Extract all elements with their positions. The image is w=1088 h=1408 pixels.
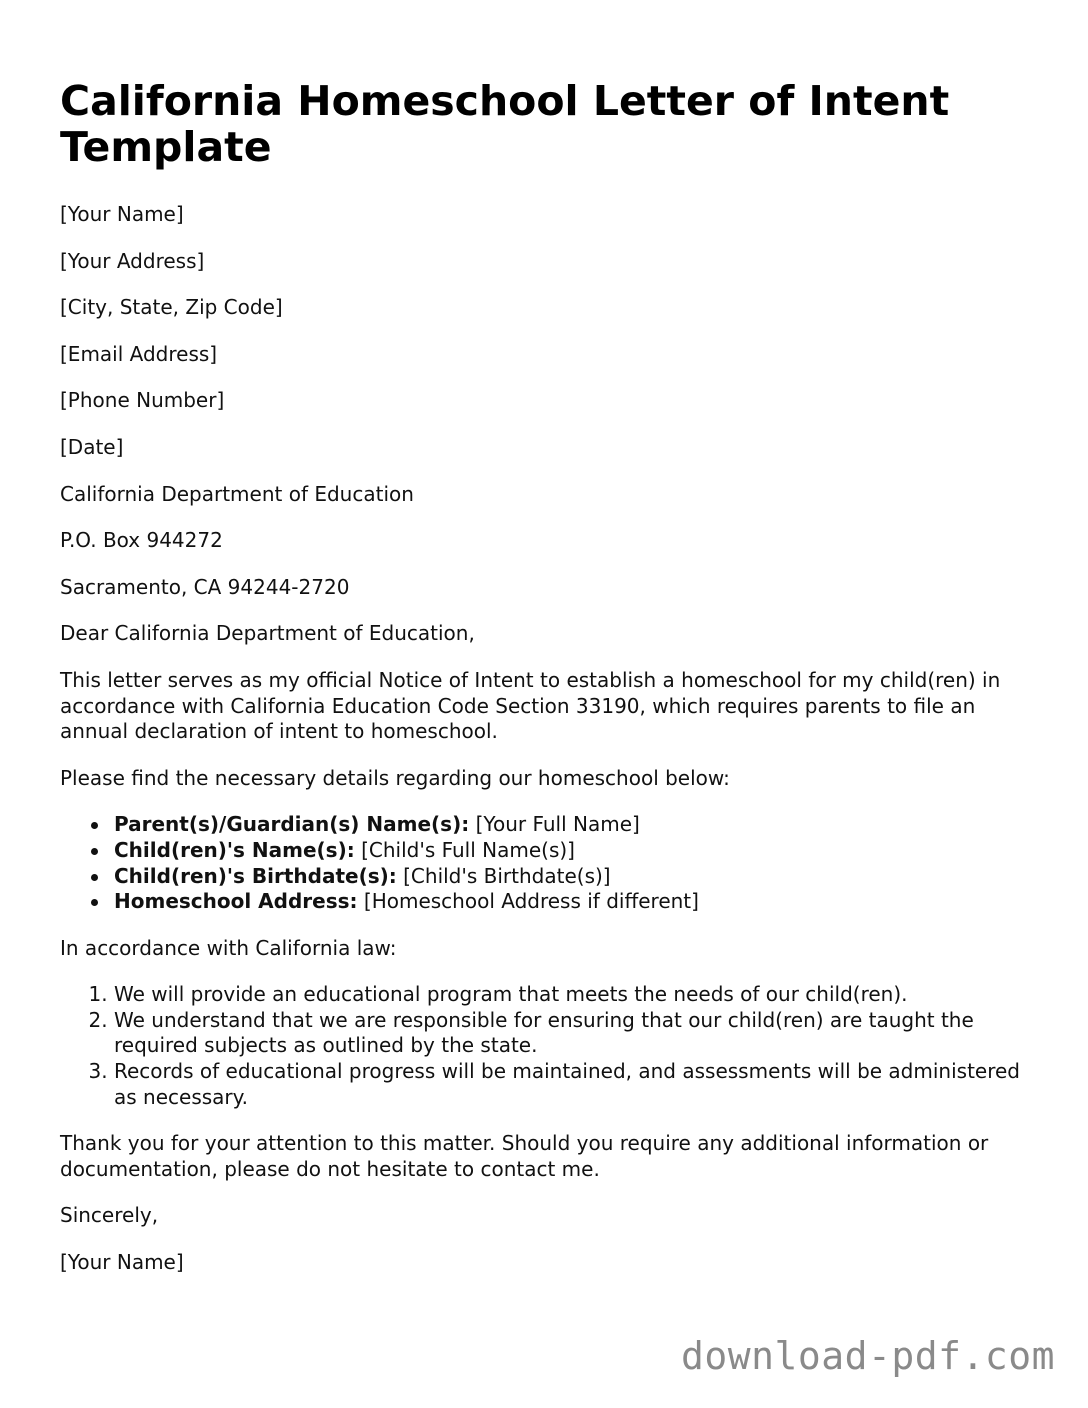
details-list — [60, 812, 1040, 914]
list-item — [114, 864, 1040, 890]
list-item: 2. We understand that we are responsible for ensuring that our child(ren) are taught the required subjects as outlined by the state. — [114, 1008, 1040, 1059]
closing-paragraph: Thank you for your attention to this matter. Should you require any additional information or documentation, please do not hesitate to contact me. — [60, 1131, 989, 1181]
sender-name: [Your Name] — [60, 202, 184, 226]
recipient-org: California Department of Education — [60, 481, 414, 506]
detail-label: Child(ren)'s Name(s): — [114, 837, 355, 862]
sender-address: [Your Address] — [60, 248, 205, 273]
details-intro: Please find the necessary details regarding our homeschool below: — [60, 765, 730, 790]
letter-date: [Date] — [60, 434, 124, 459]
list-item — [114, 812, 1040, 838]
signature-name: [Your Name] — [60, 1250, 184, 1275]
detail-label: Child(ren)'s Birthdate(s): — [114, 863, 397, 888]
signoff: Sincerely, — [60, 1203, 159, 1228]
detail-value: [Your Full Name] — [475, 812, 640, 837]
watermark: download-pdf.com — [680, 1334, 1055, 1378]
law-list — [60, 982, 1040, 1110]
recipient-city: Sacramento, CA 94244-2720 — [60, 574, 350, 599]
detail-value: [Child's Full Name(s)] — [361, 837, 575, 862]
sender-phone: [Phone Number] — [60, 388, 225, 413]
recipient-po-box: P.O. Box 944272 — [60, 528, 223, 553]
detail-label: Parent(s)/Guardian(s) Name(s): — [114, 812, 470, 837]
document-title: California Homeschool Letter of Intent Template — [60, 77, 950, 171]
detail-label: Homeschool Address: — [114, 889, 358, 914]
list-item: 1. We will provide an educational program that meets the needs of our child(ren). — [114, 982, 1040, 1008]
sender-email: [Email Address] — [60, 341, 218, 366]
salutation: Dear California Department of Education, — [60, 621, 475, 646]
intro-paragraph: This letter serves as my official Notice of Intent to establish a homeschool for my child(ren) in accordance with California Education Code Section 33190, which requires parents to file an annual declaration of intent to homeschool. — [60, 667, 1001, 744]
detail-value: [Homeschool Address if different] — [363, 889, 699, 914]
list-item: 3. Records of educational progress will be maintained, and assessments will be administered as necessary. — [114, 1059, 1040, 1110]
letter-page — [60, 78, 1040, 1297]
detail-value: [Child's Birthdate(s)] — [403, 863, 611, 888]
law-intro: In accordance with California law: — [60, 935, 397, 960]
sender-city-state-zip: [City, State, Zip Code] — [60, 295, 283, 320]
list-item — [114, 838, 1040, 864]
list-item — [114, 889, 1040, 915]
